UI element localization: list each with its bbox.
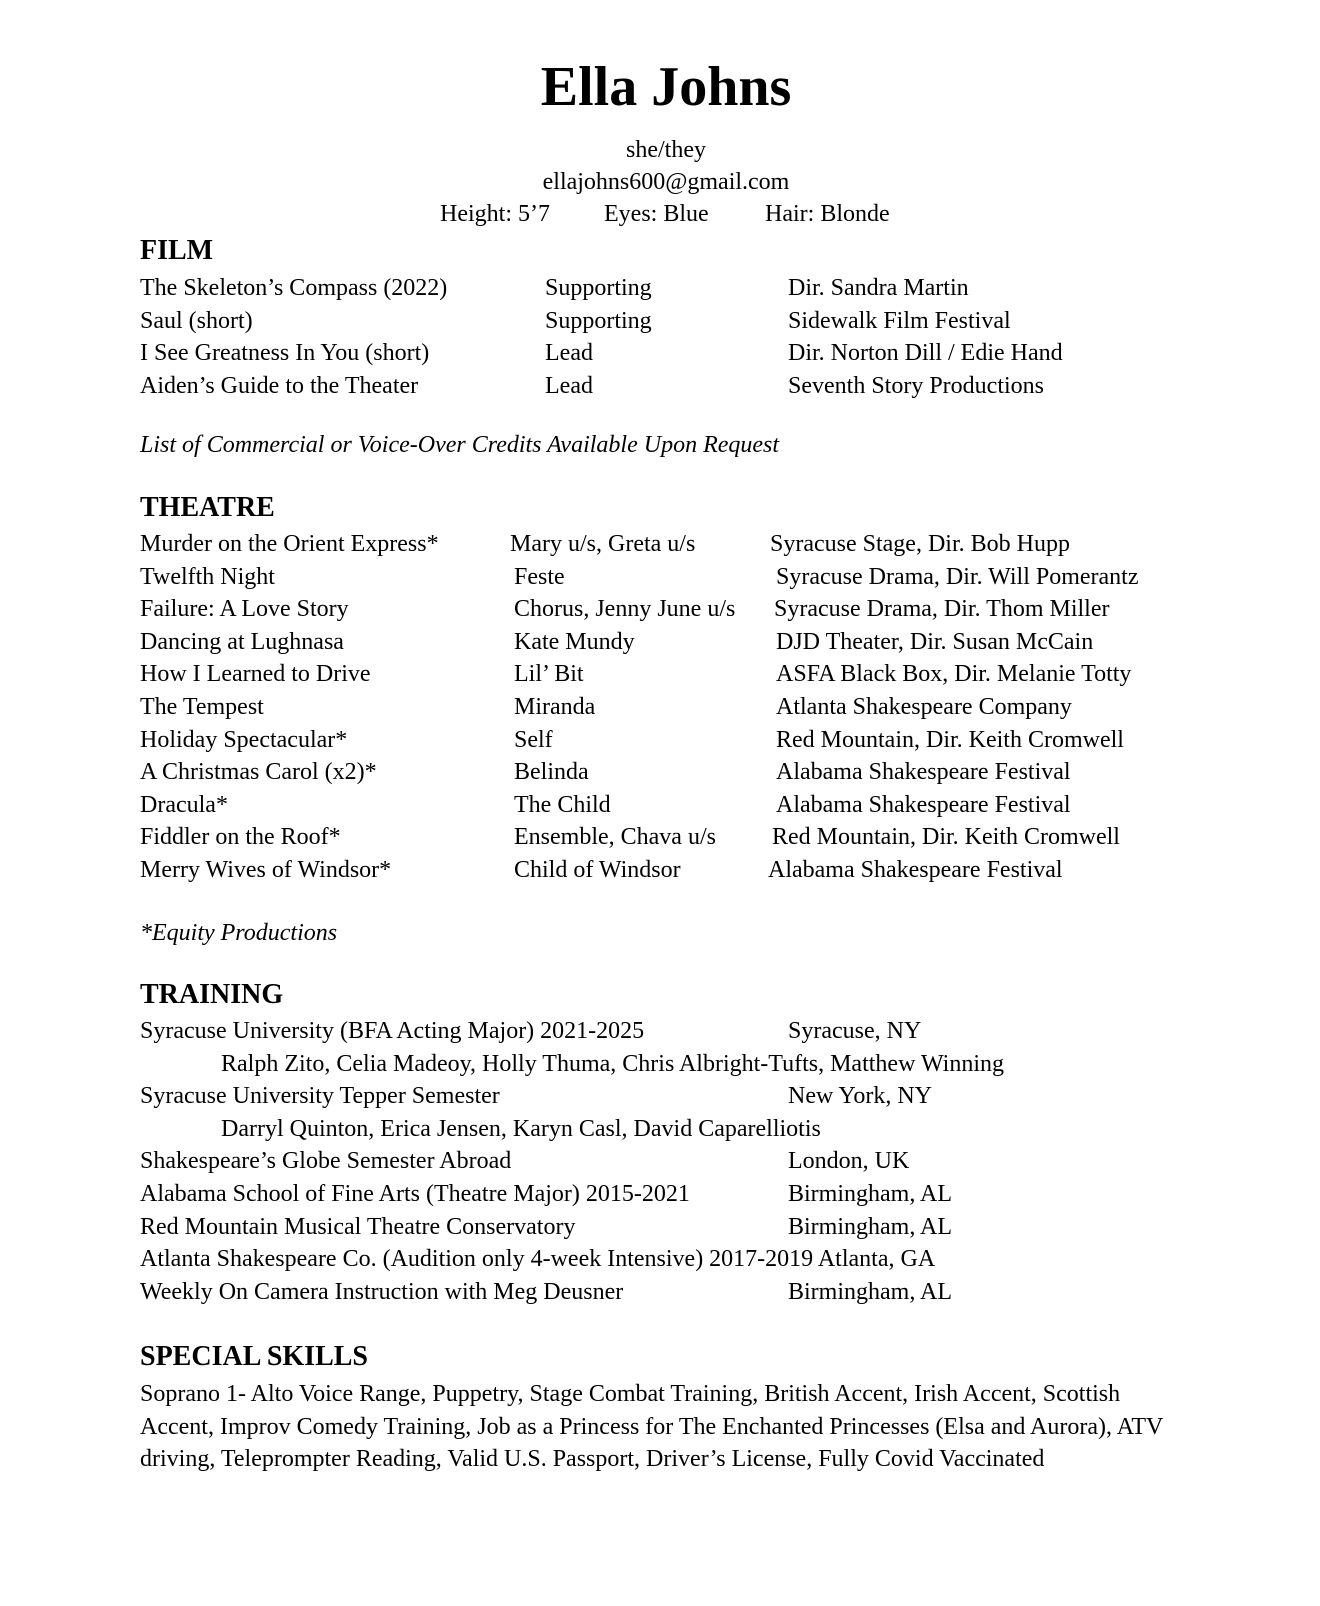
film-row xyxy=(0,272,1320,305)
theatre-heading: THEATRE xyxy=(140,492,275,523)
theatre-row xyxy=(0,821,1320,854)
training-program: Alabama School of Fine Arts (Theatre Major) 2015-2021 xyxy=(140,1180,690,1207)
training-location: Birmingham, AL xyxy=(788,1278,952,1305)
training-teachers-row xyxy=(0,1113,1320,1146)
credit-role: Lead xyxy=(545,372,593,399)
training-row xyxy=(0,1015,1320,1048)
theatre-row xyxy=(0,724,1320,757)
credit-title: The Skeleton’s Compass (2022) xyxy=(140,275,448,301)
training-program: Syracuse University (BFA Acting Major) 2021-2025 xyxy=(140,1018,645,1044)
theatre-row xyxy=(0,528,1320,561)
credit-title: Murder on the Orient Express* xyxy=(140,531,439,557)
credit-role: Feste xyxy=(514,563,565,590)
credit-company: Sidewalk Film Festival xyxy=(788,307,1011,334)
credit-title: Dancing at Lughnasa xyxy=(140,628,344,655)
theatre-row xyxy=(0,593,1320,626)
theatre-row xyxy=(0,561,1320,594)
credit-company: Red Mountain, Dir. Keith Cromwell xyxy=(776,726,1124,753)
film-row xyxy=(0,305,1320,338)
training-teachers: Darryl Quinton, Erica Jensen, Karyn Casl, David Caparelliotis xyxy=(221,1115,821,1142)
credit-title: The Tempest xyxy=(140,693,264,720)
training-program: Red Mountain Musical Theatre Conservatory xyxy=(140,1213,576,1240)
theatre-row xyxy=(0,691,1320,724)
credit-role: Self xyxy=(514,726,553,753)
pronouns: she/they xyxy=(626,137,706,163)
credit-role: Mary u/s, Greta u/s xyxy=(510,531,696,557)
credit-role: Chorus, Jenny June u/s xyxy=(514,596,736,623)
credit-company: Alabama Shakespeare Festival xyxy=(776,759,1071,786)
training-teachers-row xyxy=(0,1048,1320,1081)
credit-role: Lil’ Bit xyxy=(514,661,584,688)
credit-company: Seventh Story Productions xyxy=(788,372,1044,399)
credit-title: Dracula* xyxy=(140,791,228,818)
training-row xyxy=(0,1145,1320,1178)
credit-company: Atlanta Shakespeare Company xyxy=(776,693,1072,720)
credit-company: Red Mountain, Dir. Keith Cromwell xyxy=(772,824,1120,851)
training-program: Weekly On Camera Instruction with Meg Deusner xyxy=(140,1278,624,1305)
training-row xyxy=(0,1243,1320,1276)
theatre-row xyxy=(0,756,1320,789)
credit-role: Child of Windsor xyxy=(514,856,681,883)
credit-title: How I Learned to Drive xyxy=(140,661,371,688)
credit-title: Saul (short) xyxy=(140,307,253,334)
training-location: Birmingham, AL xyxy=(788,1180,952,1207)
film-note: List of Commercial or Voice-Over Credits Available Upon Request xyxy=(140,432,780,458)
credit-company: ASFA Black Box, Dir. Melanie Totty xyxy=(776,661,1132,688)
credit-title: A Christmas Carol (x2)* xyxy=(140,759,377,786)
film-row xyxy=(0,337,1320,370)
credit-title: Fiddler on the Roof* xyxy=(140,824,341,851)
credit-role: Lead xyxy=(545,340,593,367)
credit-company: Dir. Sandra Martin xyxy=(788,275,969,301)
training-program: Syracuse University Tepper Semester xyxy=(140,1083,500,1110)
hair: Hair: Blonde xyxy=(765,201,890,227)
credit-role: Kate Mundy xyxy=(514,628,635,655)
training-teachers: Ralph Zito, Celia Madeoy, Holly Thuma, Chris Albright-Tufts, Matthew Winning xyxy=(221,1050,1004,1077)
equity-note: *Equity Productions xyxy=(140,920,338,946)
credit-role: Supporting xyxy=(545,275,652,301)
training-program: Atlanta Shakespeare Co. (Audition only 4-week Intensive) 2017-2019 Atlanta, GA xyxy=(140,1246,936,1273)
training-location: Syracuse, NY xyxy=(788,1018,922,1044)
training-program: Shakespeare’s Globe Semester Abroad xyxy=(140,1148,512,1175)
credit-company: Syracuse Drama, Dir. Thom Miller xyxy=(774,596,1110,623)
height: Height: 5’7 xyxy=(440,201,550,227)
training-row xyxy=(0,1211,1320,1244)
theatre-credits xyxy=(0,528,1320,887)
film-row xyxy=(0,370,1320,403)
credit-role: Miranda xyxy=(514,693,596,720)
training-row xyxy=(0,1178,1320,1211)
physical-stats xyxy=(0,198,1320,230)
credit-company: Alabama Shakespeare Festival xyxy=(776,791,1071,818)
eyes: Eyes: Blue xyxy=(604,201,709,227)
credit-title: Twelfth Night xyxy=(140,563,275,590)
theatre-row xyxy=(0,854,1320,887)
credit-title: Aiden’s Guide to the Theater xyxy=(140,372,419,399)
credit-company: Dir. Norton Dill / Edie Hand xyxy=(788,340,1063,367)
training-row xyxy=(0,1080,1320,1113)
credit-title: I See Greatness In You (short) xyxy=(140,340,430,367)
credit-company: Alabama Shakespeare Festival xyxy=(768,856,1063,883)
credit-company: Syracuse Stage, Dir. Bob Hupp xyxy=(770,531,1070,557)
theatre-row xyxy=(0,626,1320,659)
credit-title: Merry Wives of Windsor* xyxy=(140,856,392,883)
credit-company: DJD Theater, Dir. Susan McCain xyxy=(776,628,1094,655)
credit-role: Ensemble, Chava u/s xyxy=(514,824,716,851)
email: ellajohns600@gmail.com xyxy=(542,169,790,195)
training-heading: TRAINING xyxy=(140,979,284,1010)
credit-company: Syracuse Drama, Dir. Will Pomerantz xyxy=(776,563,1139,590)
training-list xyxy=(0,1015,1320,1308)
theatre-row xyxy=(0,789,1320,822)
theatre-row xyxy=(0,658,1320,691)
film-heading: FILM xyxy=(140,235,214,266)
credit-role: Belinda xyxy=(514,759,589,786)
training-location: Birmingham, AL xyxy=(788,1213,952,1240)
credit-title: Failure: A Love Story xyxy=(140,596,349,623)
credit-title: Holiday Spectacular* xyxy=(140,726,348,753)
skills-heading: SPECIAL SKILLS xyxy=(140,1341,368,1372)
skills-text: Soprano 1- Alto Voice Range, Puppetry, Stage Combat Training, British Accent, Irish Accent, Scottish Accent, Improv Comedy Training, Job as a Princess for The Enchanted Princesses (Elsa and Aurora), ATV driving, Teleprompter Reading, Valid U.S. Passport, Driver’s License, Fully Covid Vaccinated xyxy=(140,1381,1163,1472)
training-row xyxy=(0,1276,1320,1309)
training-location: New York, NY xyxy=(788,1083,933,1110)
film-credits xyxy=(0,272,1320,402)
credit-role: The Child xyxy=(514,791,611,818)
actor-name: Ella Johns xyxy=(540,56,792,118)
training-location: London, UK xyxy=(788,1148,910,1175)
credit-role: Supporting xyxy=(545,307,652,334)
